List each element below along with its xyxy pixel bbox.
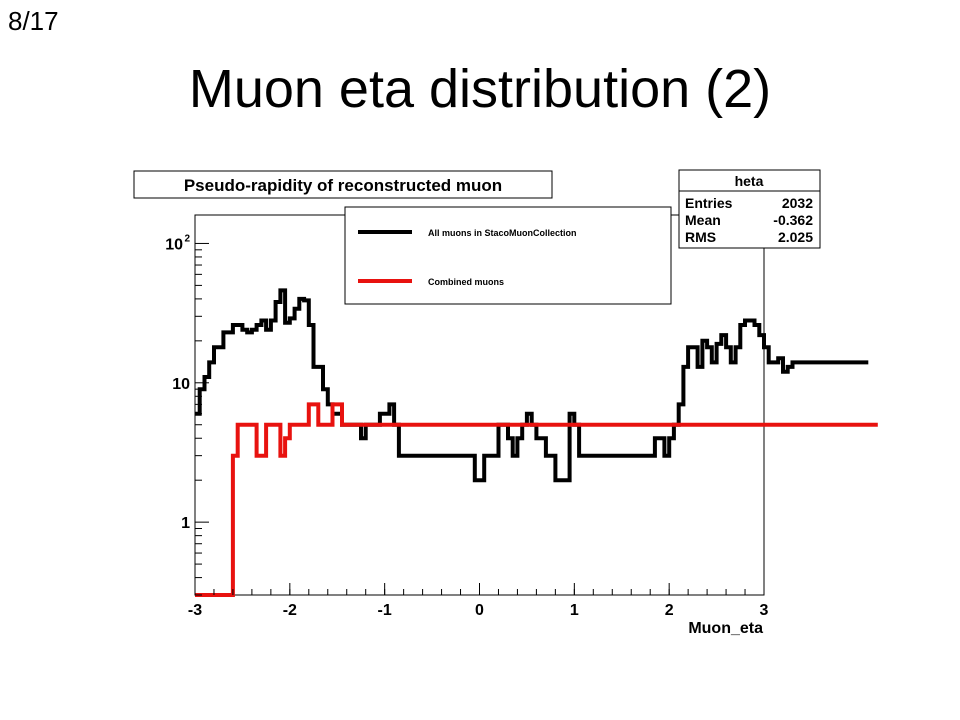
histogram-bin (702, 425, 707, 595)
histogram-bin (778, 425, 783, 595)
histogram-bin (612, 425, 617, 595)
histogram-bin (593, 425, 598, 595)
stats-mean-label: Mean (685, 212, 721, 228)
histogram-bin (826, 425, 831, 595)
histogram-bin (295, 425, 300, 595)
histogram-bin (731, 425, 736, 595)
histogram-bin (726, 425, 731, 595)
histogram-bin (769, 425, 774, 595)
histogram-bin (641, 425, 646, 595)
histogram-bin (821, 425, 826, 595)
histogram-bin (465, 425, 470, 595)
histogram-bin (655, 425, 660, 595)
histogram-bin (811, 425, 816, 595)
legend-label-all-muons: All muons in StacoMuonCollection (428, 228, 577, 238)
histogram-bin (219, 347, 224, 595)
histogram-bin (840, 425, 845, 595)
histogram-bin (513, 425, 518, 595)
histogram-bin (546, 425, 551, 595)
histogram-bin (233, 456, 238, 595)
histogram-bin (589, 425, 594, 595)
histogram-bin (679, 425, 684, 595)
histogram-bin (683, 425, 688, 595)
histogram-bin (299, 425, 304, 595)
histogram-bin (342, 425, 347, 595)
histogram-bin (707, 425, 712, 595)
histogram-bin (793, 425, 798, 595)
histogram-bin (650, 425, 655, 595)
histogram-bin (276, 425, 281, 595)
histogram-bin (669, 425, 674, 595)
chart-title: Pseudo-rapidity of reconstructed muon (183, 176, 503, 195)
histogram-bin (418, 425, 423, 595)
histogram-bin (802, 425, 807, 595)
histogram-bin (399, 425, 404, 595)
histogram-bin (318, 425, 323, 595)
histogram-bin (835, 425, 840, 595)
histogram-bin (574, 425, 579, 595)
x-tick-label: -3 (187, 602, 203, 619)
page-number: 8/17 (8, 6, 59, 36)
histogram-bin (608, 425, 613, 595)
histogram-bin (408, 425, 413, 595)
histogram-bin (859, 425, 864, 595)
histogram-bin (437, 425, 442, 595)
histogram-bin (508, 425, 513, 595)
histogram-bin (565, 425, 570, 595)
histogram-layer (195, 290, 878, 595)
histogram-bin (446, 425, 451, 595)
histogram-bin (579, 425, 584, 595)
histogram-bin (845, 425, 850, 595)
x-tick-label: 0 (475, 602, 484, 619)
y-tick-label: 10 (172, 375, 190, 393)
histogram-bin (385, 425, 390, 595)
slide-title: Muon eta distribution (2) (188, 59, 772, 119)
histogram-bin (261, 456, 266, 595)
histogram-bin (555, 425, 560, 595)
histogram-bin (636, 425, 641, 595)
histogram-bin (759, 425, 764, 595)
histogram-bin (333, 404, 338, 595)
histogram-bin (560, 425, 565, 595)
histogram-bin (664, 425, 669, 595)
histogram-bin (451, 425, 456, 595)
histogram-bin (238, 425, 243, 595)
histogram-bin (797, 425, 802, 595)
histogram-bin (750, 425, 755, 595)
x-tick-label: -1 (377, 602, 392, 619)
histogram-bin (423, 425, 428, 595)
x-tick-label: 2 (664, 602, 674, 619)
histogram-bin (280, 456, 285, 595)
histogram-bin (551, 425, 556, 595)
histogram-bin (489, 425, 494, 595)
histogram-bin (774, 425, 779, 595)
histogram-bin (646, 425, 651, 595)
histogram-bin (764, 425, 769, 595)
x-tick-label: 3 (759, 602, 769, 619)
histogram-bin (314, 404, 319, 595)
histogram-bin (816, 425, 821, 595)
stats-mean-value: -0.362 (773, 212, 813, 228)
histogram-bin (807, 425, 812, 595)
histogram-bin (442, 425, 447, 595)
histogram-bin (389, 425, 394, 595)
histogram-bin (394, 425, 399, 595)
histogram-bin (755, 425, 760, 595)
histogram-bin (570, 425, 575, 595)
histogram-bin (323, 425, 328, 595)
histogram-bin (475, 425, 480, 595)
histogram-bin (456, 425, 461, 595)
histogram-bin (271, 425, 276, 595)
histogram-bin (285, 438, 290, 595)
histogram-bin (413, 425, 418, 595)
histogram-bin (352, 425, 357, 595)
histogram-bin (484, 425, 489, 595)
histogram-bin (309, 404, 314, 595)
legend (345, 207, 671, 304)
y-tick-label: 1 (181, 515, 190, 533)
histogram-bin (290, 425, 295, 595)
histogram-bin (247, 425, 252, 595)
histogram-bin (617, 425, 622, 595)
histogram-bin (522, 425, 527, 595)
histogram-bin (527, 425, 532, 595)
legend-box (345, 207, 671, 304)
histogram-bin (721, 425, 726, 595)
histogram-bin (627, 425, 632, 595)
histogram-bin (783, 425, 788, 595)
histogram-bin (674, 425, 679, 595)
histogram-bin (209, 362, 214, 595)
histogram-bin (205, 377, 210, 595)
series-combined-muons (195, 404, 878, 595)
histogram-bin (366, 425, 371, 595)
histogram-bin (830, 425, 835, 595)
histogram-bin (380, 425, 385, 595)
stats-entries-label: Entries (685, 195, 733, 211)
histogram-bin (404, 425, 409, 595)
histogram-bin (375, 425, 380, 595)
y-tick-label: 10 (165, 236, 183, 254)
x-tick-label: -2 (282, 602, 297, 619)
x-tick-label: 1 (569, 602, 579, 619)
histogram-bin (494, 425, 499, 595)
histogram-bin (622, 425, 627, 595)
histogram-bin (427, 425, 432, 595)
histogram-bin (347, 425, 352, 595)
histogram-bin (432, 425, 437, 595)
histogram-bin (745, 425, 750, 595)
histogram-bin (788, 425, 793, 595)
histogram-bin (370, 425, 375, 595)
histogram-bin (328, 425, 333, 595)
histogram-bin (266, 425, 271, 595)
histogram-bin (717, 425, 722, 595)
histogram-bin (252, 425, 257, 595)
histogram-bin (873, 425, 878, 595)
histogram-bin (242, 425, 247, 595)
histogram-bin (503, 425, 508, 595)
histogram-bin (854, 425, 859, 595)
histogram-bin (868, 425, 873, 595)
histogram-bin (740, 425, 745, 595)
stats-entries-value: 2032 (781, 195, 813, 211)
histogram-bin (631, 425, 636, 595)
histogram-bin (337, 404, 342, 595)
histogram-bin (304, 425, 309, 595)
histogram-bin (361, 425, 366, 595)
histogram-bin (693, 425, 698, 595)
histogram-bin (499, 425, 504, 595)
histogram-bin (584, 425, 589, 595)
histogram-bin (736, 425, 741, 595)
histogram-bin (532, 425, 537, 595)
histogram-bin (712, 425, 717, 595)
y-tick-exponent: 2 (184, 233, 190, 245)
histogram-bin (461, 425, 466, 595)
histogram-bin (849, 425, 854, 595)
legend-label-combined: Combined muons (428, 277, 504, 287)
stats-rms-value: 2.025 (777, 229, 813, 245)
histogram-bin (536, 425, 541, 595)
x-axis-label: Muon_eta (688, 620, 763, 637)
histogram-bin (470, 425, 475, 595)
histogram-bin (517, 425, 522, 595)
stats-box-name: heta (734, 173, 764, 189)
histogram-bin (214, 347, 219, 595)
histogram-bin (660, 425, 665, 595)
histogram-bin (598, 425, 603, 595)
histogram-bin (223, 332, 228, 595)
histogram-bin (698, 425, 703, 595)
histogram-bin (864, 425, 869, 595)
histogram-bin (356, 425, 361, 595)
histogram-bin (541, 425, 546, 595)
histogram-bin (603, 425, 608, 595)
histogram-bin (195, 414, 200, 595)
stats-rms-label: RMS (685, 229, 717, 245)
histogram-bin (688, 425, 693, 595)
histogram-bin (480, 425, 485, 595)
histogram-bin (257, 456, 262, 595)
stats-box (679, 170, 820, 248)
